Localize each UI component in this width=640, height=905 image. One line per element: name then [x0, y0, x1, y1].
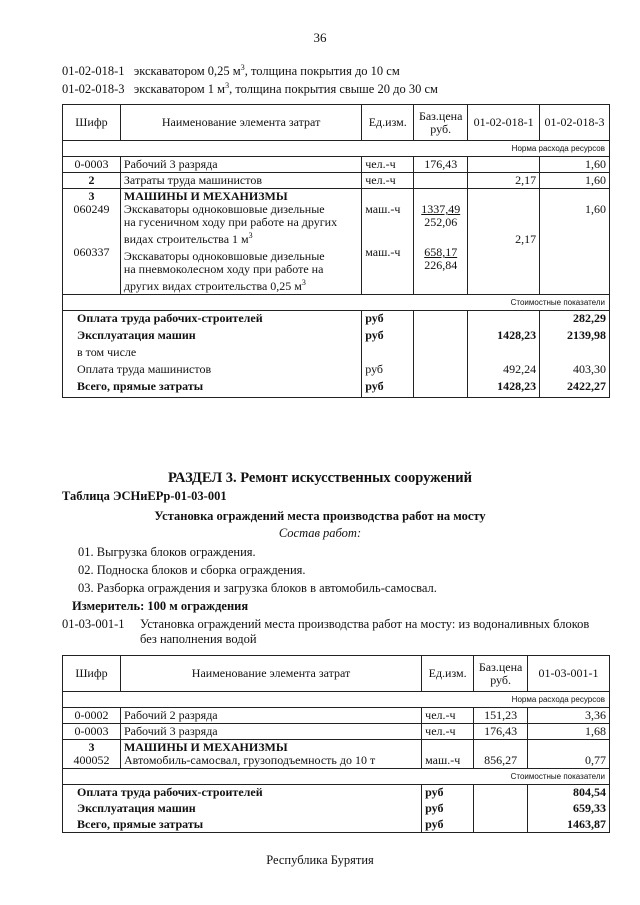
cost-unit: руб: [365, 311, 384, 325]
table-row: [63, 173, 610, 189]
cost-unit: руб: [365, 379, 384, 393]
norm-label: Норма расхода ресурсов: [63, 692, 610, 708]
work-item: 01. Выгрузка блоков ограждения.: [78, 545, 256, 559]
superscript: 3: [240, 63, 245, 72]
cost-value-2: 403,30: [573, 362, 606, 376]
superscript: 3: [301, 278, 306, 287]
row-unit: чел.-ч: [422, 708, 474, 724]
page-footer: Республика Бурятия: [266, 853, 374, 867]
cost-label-row: [63, 295, 610, 311]
row-unit: маш.-ч: [425, 753, 461, 767]
row-value-1: 2,17: [468, 173, 540, 189]
row-value-1: 1,68: [528, 724, 610, 740]
cost-name: Эксплуатация машин: [77, 328, 196, 342]
row-value-2: 1,60: [585, 202, 606, 216]
row-code: 0-0003: [63, 724, 121, 740]
row-code: 060249: [73, 202, 110, 216]
intro-text: экскаватором 0,25 м: [133, 64, 241, 79]
row-unit: чел.-ч: [362, 173, 414, 189]
cost-names: [63, 785, 422, 833]
intro-code: 01-02-018-1: [62, 64, 125, 79]
cost-label: Стоимостные показатели: [63, 295, 610, 311]
row-name: Автомобиль-самосвал, грузоподъемность до 10 т: [123, 753, 376, 767]
intro-tail: , толщина покрытия свыше 20 до 30 см: [229, 82, 438, 97]
item-text: без наполнения водой: [140, 632, 257, 646]
cost-unit: руб: [425, 785, 444, 799]
row-price: 151,23: [474, 708, 528, 724]
cost-values-1: [468, 311, 540, 398]
machines-prices: [474, 740, 528, 769]
cost-value-2: 2139,98: [567, 328, 606, 342]
cost-unit: руб: [425, 817, 444, 831]
machines-units: [362, 189, 414, 295]
cost-units: [362, 311, 414, 398]
row-price: 176,43: [474, 724, 528, 740]
row-unit: чел.-ч: [362, 157, 414, 173]
row-code: 400052: [73, 753, 110, 767]
row-name-line: на пневмоколесном ходу при работе на: [123, 262, 324, 276]
row-name-line: на гусеничном ходу при работе на других: [123, 215, 338, 229]
costs-block: [63, 311, 610, 398]
item-text: Установка ограждений места производства работ на мосту: из водоналивных блоков: [140, 617, 590, 631]
norm-row: [63, 692, 610, 708]
machines-names: [120, 740, 421, 769]
row-value-2: 1,60: [540, 157, 610, 173]
table-row: [63, 708, 610, 724]
header-col2: 01-02-018-3: [540, 105, 610, 141]
section-subtitle: Установка ограждений места производства работ на мосту: [154, 509, 486, 523]
header-price: Баз.цена руб.: [414, 105, 468, 141]
cost-values-2: [540, 311, 610, 398]
works-title: Состав работ:: [278, 526, 362, 540]
machines-names: [120, 189, 361, 295]
cost-value-1: 804,54: [573, 785, 606, 799]
table-header-row: [63, 656, 610, 692]
machines-values-2: [540, 189, 610, 295]
row-name: МАШИНЫ И МЕХАНИЗМЫ: [123, 189, 288, 203]
row-unit: чел.-ч: [422, 724, 474, 740]
row-code: 3: [88, 740, 95, 754]
item-code: 01-03-001-1: [62, 617, 125, 631]
machines-units: [422, 740, 474, 769]
row-price: 176,43: [414, 157, 468, 173]
cost-empty: [474, 785, 528, 833]
machines-block: [63, 740, 610, 769]
row-value-1: 0,77: [585, 753, 606, 767]
machines-prices: [414, 189, 468, 295]
cost-name: в том числе: [77, 345, 137, 359]
cost-units: [422, 785, 474, 833]
intro-line-2: [62, 81, 438, 97]
cost-names: [63, 311, 362, 398]
table-label: Таблица ЭСНиЕРр-01-03-001: [62, 489, 227, 503]
resource-table-2: [62, 655, 610, 833]
cost-value-1: 659,33: [573, 801, 606, 815]
machines-codes: [63, 740, 121, 769]
row-price: [414, 173, 468, 189]
row-name-line: Экскаваторы одноковшовые дизельные: [123, 249, 325, 263]
page-number: 36: [313, 30, 327, 45]
row-name: Рабочий 3 разряда: [120, 724, 421, 740]
cost-value-2: 282,29: [573, 311, 606, 325]
cost-empty: [414, 311, 468, 398]
measure: Измеритель: 100 м ограждения: [72, 599, 249, 613]
resource-table-1: [62, 104, 610, 398]
row-price: 1337,49: [421, 202, 461, 216]
row-value-1: 2,17: [515, 232, 537, 246]
cost-name: Оплата труда рабочих-строителей: [77, 785, 263, 799]
cost-value-1: 492,24: [503, 362, 537, 376]
row-unit: маш.-ч: [365, 245, 401, 259]
machines-values-1: [468, 189, 540, 295]
cost-name: Всего, прямые затраты: [77, 379, 204, 393]
intro-tail: , толщина покрытия до 10 см: [244, 64, 400, 79]
row-price-secondary: 252,06: [424, 215, 458, 229]
cost-value-1: 1428,23: [497, 328, 537, 342]
cost-name: Оплата труда рабочих-строителей: [77, 311, 263, 325]
table-header-row: [63, 105, 610, 141]
row-name-line: Экскаваторы одноковшовые дизельные: [123, 202, 325, 216]
row-name: МАШИНЫ И МЕХАНИЗМЫ: [123, 740, 288, 754]
norm-label: Норма расхода ресурсов: [63, 141, 610, 157]
work-item: 02. Подноска блоков и сборка ограждения.: [78, 563, 306, 577]
row-price: 856,27: [484, 753, 518, 767]
row-name-line: видах строительства 1 м: [123, 232, 249, 246]
cost-unit: руб: [425, 801, 444, 815]
header-name: Наименование элемента затрат: [120, 105, 361, 141]
row-code: 2: [63, 173, 121, 189]
machines-values-1: [528, 740, 610, 769]
cost-value-2: 2422,27: [567, 379, 606, 393]
cost-unit: руб: [365, 328, 384, 342]
superscript: 3: [225, 81, 230, 90]
row-value-1: 3,36: [528, 708, 610, 724]
row-name: Затраты труда машинистов: [120, 173, 361, 189]
header-price: Баз.цена руб.: [474, 656, 528, 692]
row-code: 0-0002: [63, 708, 121, 724]
header-code: Шифр: [63, 656, 121, 692]
cost-values-1: [528, 785, 610, 833]
table-row: [63, 724, 610, 740]
header-col1: 01-03-001-1: [528, 656, 610, 692]
row-price: 658,17: [424, 245, 458, 259]
cost-label-row: [63, 769, 610, 785]
intro-text: экскаватором 1 м: [133, 82, 226, 97]
row-code: 060337: [73, 245, 110, 259]
norm-row: [63, 141, 610, 157]
intro-line-1: [62, 63, 400, 79]
cost-value-1: 1463,87: [567, 817, 606, 831]
row-code: 3: [88, 189, 95, 203]
costs-block: [63, 785, 610, 833]
header-col1: 01-02-018-1: [468, 105, 540, 141]
section-title: РАЗДЕЛ 3. Ремонт искусственных сооружений: [167, 470, 472, 486]
cost-unit: руб: [365, 362, 384, 376]
row-name: Рабочий 3 разряда: [120, 157, 361, 173]
cost-name: Оплата труда машинистов: [77, 362, 212, 376]
header-name: Наименование элемента затрат: [120, 656, 421, 692]
cost-label: Стоимостные показатели: [63, 769, 610, 785]
work-item: 03. Разборка ограждения и загрузка блоков в автомобиль-самосвал.: [78, 581, 437, 595]
cost-name: Эксплуатация машин: [77, 801, 196, 815]
row-value-2: 1,60: [540, 173, 610, 189]
header-unit: Ед.изм.: [422, 656, 474, 692]
header-code: Шифр: [63, 105, 121, 141]
intro-code: 01-02-018-3: [62, 82, 125, 97]
header-unit: Ед.изм.: [362, 105, 414, 141]
row-name: Рабочий 2 разряда: [120, 708, 421, 724]
machines-block: [63, 189, 610, 295]
cost-name: Всего, прямые затраты: [77, 817, 204, 831]
row-value-1: [468, 157, 540, 173]
row-code: 0-0003: [63, 157, 121, 173]
row-price-secondary: 226,84: [424, 258, 458, 272]
row-unit: маш.-ч: [365, 202, 401, 216]
machines-codes: [63, 189, 121, 295]
table-row: [63, 157, 610, 173]
cost-value-1: 1428,23: [497, 379, 537, 393]
superscript: 3: [248, 231, 253, 240]
row-name-line: других видах строительства 0,25 м: [123, 279, 302, 293]
